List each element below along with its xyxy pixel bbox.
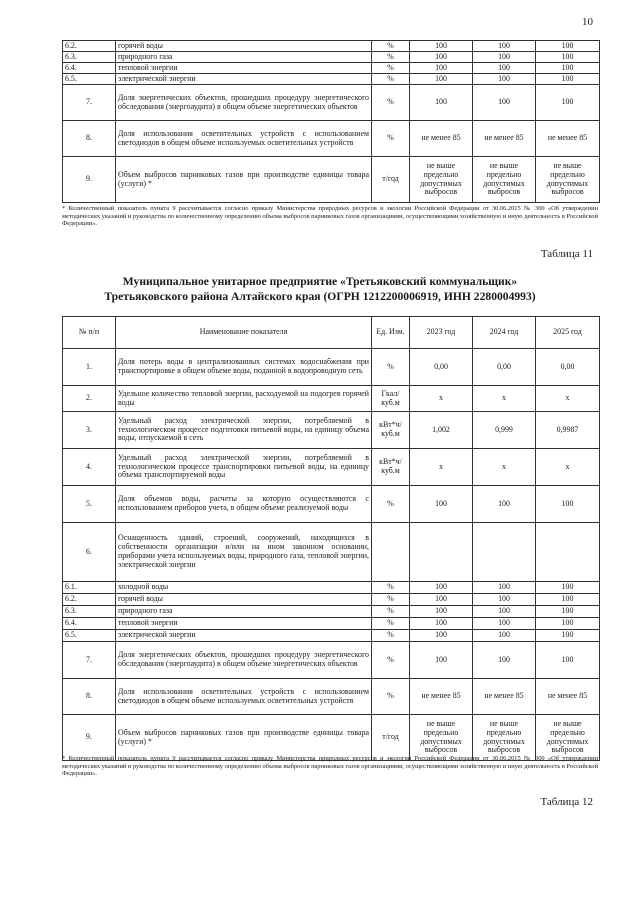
table-row [63,594,600,606]
value-2025: 100 [536,606,600,618]
value-2024: 100 [473,606,536,618]
value-2023: 100 [410,642,473,679]
row-unit: % [372,618,410,630]
table-row [63,582,600,594]
value-2024: 100 [473,630,536,642]
row-name: Доля использования осветительных устройств с использованием светодиодов в общем объеме используемых осветительных устройств [116,679,372,715]
value-2024: 100 [473,594,536,606]
value-2024: 0,999 [473,412,536,449]
value-2025: 100 [536,63,600,74]
row-name: электрической энергии [116,74,372,85]
row-number: 6.4. [63,618,116,630]
row-number: 3. [63,412,116,449]
value-2023: 100 [410,618,473,630]
value-2024: 100 [473,41,536,52]
row-name: Оснащенность зданий, строений, сооружений, находящихся в собственности организации и/или на ином законном основании, приборами учета используемых воды, природного газа, тепловой энергии, электрической энергии [116,523,372,582]
row-number: 6.2. [63,594,116,606]
row-unit: кВт*ч/ куб.м [372,449,410,486]
header-row [63,317,600,349]
value-2024: не выше предельно допустимых выбросов [473,157,536,203]
row-name: тепловой энергии [116,63,372,74]
table-11-label: Таблица 11 [540,248,593,260]
value-2025 [536,523,600,582]
table-row [63,41,600,52]
row-unit: % [372,606,410,618]
value-2024: 100 [473,486,536,523]
row-name: электрической энергии [116,630,372,642]
table-row [63,606,600,618]
value-2024: не выше предельно допустимых выбросов [473,715,536,761]
value-2025: не выше предельно допустимых выбросов [536,157,600,203]
value-2023: 100 [410,41,473,52]
value-2024: x [473,386,536,412]
header-unit: Ед. Изм. [372,317,410,349]
row-number: 6. [63,523,116,582]
value-2023: x [410,449,473,486]
row-unit: % [372,642,410,679]
value-2025: 100 [536,630,600,642]
row-unit: % [372,582,410,594]
value-2025: не менее 85 [536,121,600,157]
value-2025: x [536,449,600,486]
row-number: 9. [63,157,116,203]
table-row [63,74,600,85]
row-number: 6.3. [63,606,116,618]
table-row [63,85,600,121]
table-row [63,157,600,203]
table-row [63,121,600,157]
row-name: Удельное количество тепловой энергии, расходуемой на подогрев горячей воды [116,386,372,412]
value-2025: 0,9987 [536,412,600,449]
row-number: 6.2. [63,41,116,52]
page-number: 10 [582,16,593,28]
table-row [63,412,600,449]
title-line-1: Муниципальное унитарное предприятие «Третьяковский коммунальщик» [122,275,518,288]
value-2025: 100 [536,74,600,85]
value-2023: 1,002 [410,412,473,449]
table-row [63,486,600,523]
value-2024: 0,00 [473,349,536,386]
header-name: Наименование показателя [116,317,372,349]
row-unit: % [372,85,410,121]
value-2024: 100 [473,582,536,594]
row-number: 6.4. [63,63,116,74]
table-row [63,449,600,486]
value-2023: 100 [410,582,473,594]
row-number: 6.3. [63,52,116,63]
row-number: 4. [63,449,116,486]
row-unit: т/год [372,157,410,203]
row-number: 1. [63,349,116,386]
value-2025: 100 [536,41,600,52]
row-unit: Гкал/ куб.м [372,386,410,412]
value-2023: не выше предельно допустимых выбросов [410,157,473,203]
value-2025: 100 [536,582,600,594]
value-2025: 100 [536,85,600,121]
table-12-label: Таблица 12 [540,796,593,808]
row-unit: % [372,679,410,715]
row-unit: % [372,52,410,63]
row-name: Доля использования осветительных устройств с использованием светодиодов в общем объеме используемых осветительных устройств [116,121,372,157]
value-2025: не выше предельно допустимых выбросов [536,715,600,761]
table-row [63,618,600,630]
row-name: горячей воды [116,41,372,52]
value-2023: 100 [410,486,473,523]
value-2024: x [473,449,536,486]
value-2023: 100 [410,85,473,121]
row-number: 6.1. [63,582,116,594]
table-row [63,642,600,679]
row-number: 7. [63,85,116,121]
value-2023: x [410,386,473,412]
row-number: 5. [63,486,116,523]
row-name: Объем выбросов парниковых газов при производстве единицы товара (услуги) * [116,715,372,761]
main-table [62,316,600,761]
table-row [63,349,600,386]
value-2023: 100 [410,594,473,606]
row-number: 8. [63,679,116,715]
value-2024: не менее 85 [473,679,536,715]
row-unit: т/год [372,715,410,761]
table-row [63,715,600,761]
header-num: № п/п [63,317,116,349]
row-unit: % [372,63,410,74]
header-2023: 2023 год [410,317,473,349]
row-number: 2. [63,386,116,412]
value-2023: 0,00 [410,349,473,386]
row-name: Удельный расход электрической энергии, потребляемой в технологическом процессе транспортировки питьевой воды, на единицу объема транспортируемой воды [116,449,372,486]
table-row [63,679,600,715]
value-2025: 100 [536,486,600,523]
value-2024: 100 [473,618,536,630]
row-number: 7. [63,642,116,679]
value-2024: 100 [473,85,536,121]
row-name: горячей воды [116,594,372,606]
value-2023 [410,523,473,582]
value-2023: не менее 85 [410,121,473,157]
row-name: холодной воды [116,582,372,594]
value-2023: 100 [410,74,473,85]
value-2023: 100 [410,63,473,74]
value-2024: 100 [473,52,536,63]
value-2025: 100 [536,642,600,679]
row-number: 6.5. [63,74,116,85]
row-unit: % [372,41,410,52]
row-name: Доля энергетических объектов, прошедших процедуру энергетического обследования (энергоаудита) в общем объеме энергетических объектов [116,642,372,679]
value-2025: не менее 85 [536,679,600,715]
value-2025: 100 [536,594,600,606]
row-name: Доля объемов воды, расчеты за которую осуществляются с использованием приборов учета, в общем объеме реализуемой воды [116,486,372,523]
row-name: Доля потерь воды в централизованных системах водоснабжения при транспортировке в общем объеме воды, поданной в водопроводную сеть [116,349,372,386]
value-2023: 100 [410,52,473,63]
row-unit: % [372,594,410,606]
row-name: тепловой энергии [116,618,372,630]
row-unit: % [372,121,410,157]
value-2024: 100 [473,642,536,679]
row-name: природного газа [116,52,372,63]
value-2024: 100 [473,63,536,74]
top-table [62,40,600,203]
row-unit: % [372,486,410,523]
row-name: Удельный расход электрической энергии, потребляемой в технологическом процессе подготовки питьевой воды, на единицу объема воды, отпускаемой в сеть [116,412,372,449]
value-2024: 100 [473,74,536,85]
value-2024: не менее 85 [473,121,536,157]
row-number: 9. [63,715,116,761]
row-name: Объем выбросов парниковых газов при производстве единицы товара (услуги) * [116,157,372,203]
table-row [63,630,600,642]
footnote-2: * Количественный показатель пункта 9 рассчитывается согласно приказу Министерства природных ресурсов и экологии Российской Федерации от 30.06.2015 № 300 «Об утверждении методических указаний и руководства по количественному определению объема выбросов парниковых газов организациями, осуществляющими хозяйственную и иную деятельность в Российской Федерации». [62,755,598,778]
row-name: Доля энергетических объектов, прошедших процедуру энергетического обследования (энергоаудита) в общем объеме энергетических объектов [116,85,372,121]
value-2024 [473,523,536,582]
row-unit: % [372,630,410,642]
footnote: * Количественный показатель пункта 9 рассчитывается согласно приказу Министерства природных ресурсов и экологии Российской Федерации от 30.06.2015 № 300 «Об утверждении методических указаний и руководства по количественному определению объема выбросов парниковых газов организациями, осуществляющими хозяйственную и иную деятельность в Российской Федерации». [62,205,598,228]
table-row [63,63,600,74]
header-2024: 2024 год [473,317,536,349]
row-unit: % [372,74,410,85]
row-number: 6.5. [63,630,116,642]
value-2025: 0,00 [536,349,600,386]
value-2023: 100 [410,630,473,642]
table-row [63,523,600,582]
table-row [63,386,600,412]
row-name: природного газа [116,606,372,618]
value-2025: 100 [536,52,600,63]
value-2023: не выше предельно допустимых выбросов [410,715,473,761]
value-2025: x [536,386,600,412]
row-unit [372,523,410,582]
title-line-2: Третьяковского района Алтайского края (ОГРН 1212200006919, ИНН 2280004993) [104,290,536,303]
value-2025: 100 [536,618,600,630]
row-unit: % [372,349,410,386]
value-2023: не менее 85 [410,679,473,715]
header-2025: 2025 год [536,317,600,349]
value-2023: 100 [410,606,473,618]
row-number: 8. [63,121,116,157]
table-row [63,52,600,63]
row-unit: кВт*ч/ куб.м [372,412,410,449]
